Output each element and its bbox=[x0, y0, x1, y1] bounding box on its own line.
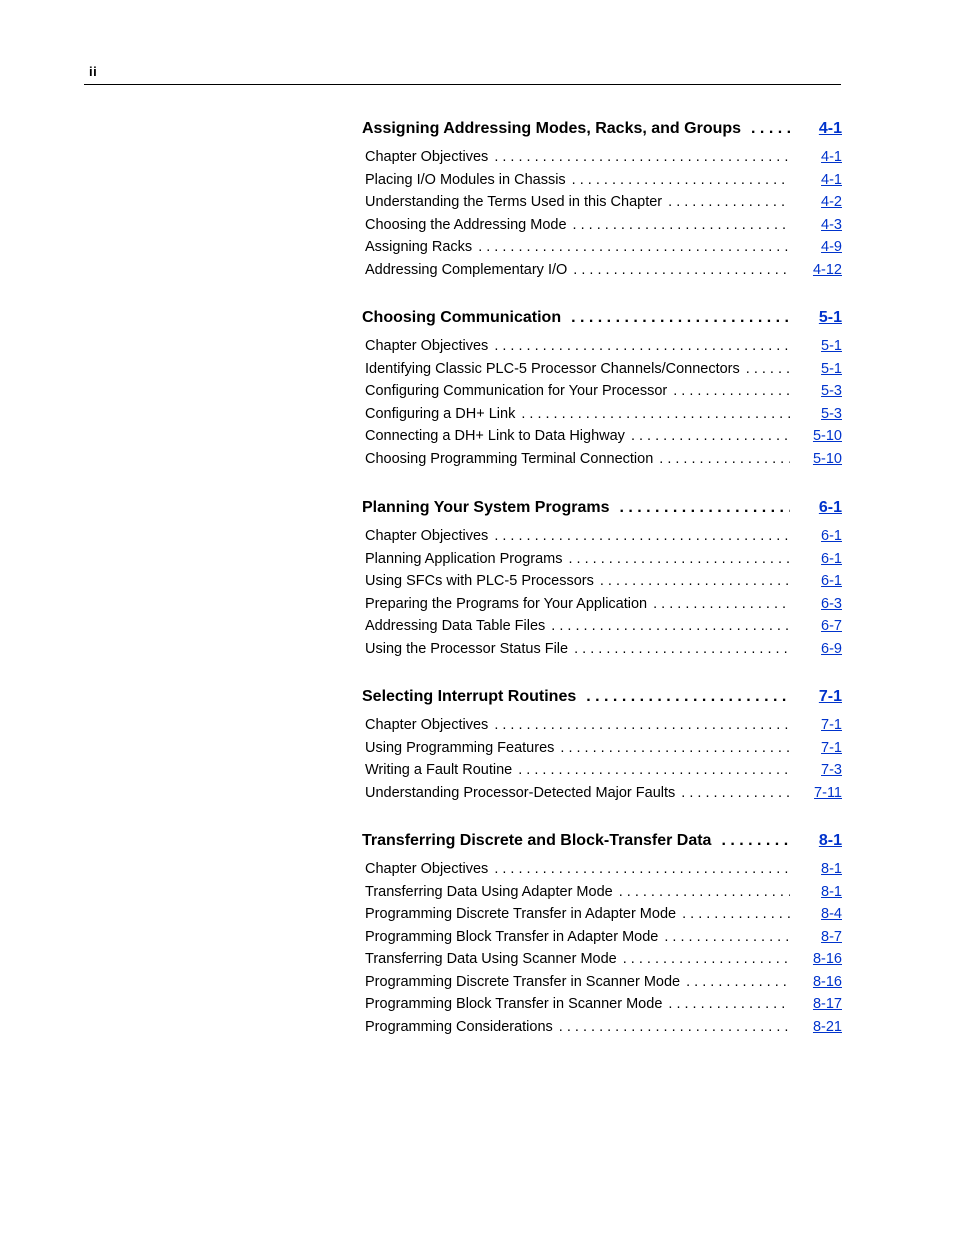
toc-chapter-row[interactable] bbox=[362, 499, 842, 521]
section-title: Understanding the Terms Used in this Chapter bbox=[365, 194, 663, 210]
dot-leader bbox=[740, 361, 790, 377]
dot-leader bbox=[562, 551, 790, 567]
dot-leader bbox=[512, 762, 790, 778]
section-title: Chapter Objectives bbox=[365, 338, 489, 354]
section-page-link[interactable]: 8-17 bbox=[812, 996, 842, 1012]
section-title: Addressing Data Table Files bbox=[365, 618, 546, 634]
toc-section-row[interactable] bbox=[365, 596, 842, 616]
toc-section-row[interactable] bbox=[365, 861, 842, 881]
section-title: Programming Block Transfer in Adapter Mode bbox=[365, 928, 659, 945]
chapter-page-link[interactable]: 4-1 bbox=[818, 120, 842, 137]
section-title: Chapter Objectives bbox=[365, 149, 489, 165]
section-title: Identifying Classic PLC-5 Processor Channels/Connectors bbox=[365, 360, 740, 377]
dot-leader bbox=[561, 309, 790, 327]
section-page-link[interactable]: 4-3 bbox=[821, 216, 842, 233]
toc-section-row[interactable] bbox=[365, 217, 842, 237]
section-page-link[interactable]: 4-9 bbox=[821, 239, 842, 255]
dot-leader bbox=[488, 338, 790, 354]
section-page-link[interactable]: 5-10 bbox=[812, 450, 842, 467]
section-title: Planning Application Programs bbox=[365, 550, 563, 567]
dot-leader bbox=[488, 861, 790, 877]
section-title: Understanding Processor-Detected Major Faults bbox=[365, 784, 676, 801]
toc-section-row[interactable] bbox=[365, 785, 842, 805]
section-title: Writing a Fault Routine bbox=[365, 762, 513, 778]
dot-leader bbox=[568, 641, 790, 657]
dot-leader bbox=[553, 1019, 790, 1035]
chapter-title: Transferring Discrete and Block-Transfer Data bbox=[362, 832, 712, 849]
section-title: Placing I/O Modules in Chassis bbox=[365, 171, 566, 188]
toc-section-row[interactable] bbox=[365, 239, 842, 259]
section-title: Transferring Data Using Adapter Mode bbox=[365, 883, 613, 900]
toc-section-row[interactable] bbox=[365, 717, 842, 737]
toc-section-row[interactable] bbox=[365, 428, 842, 448]
section-title: Connecting a DH+ Link to Data Highway bbox=[365, 428, 625, 444]
section-title: Transferring Data Using Scanner Mode bbox=[365, 951, 617, 967]
chapter-title: Planning Your System Programs bbox=[362, 499, 610, 516]
section-page-link[interactable]: 4-1 bbox=[821, 171, 842, 188]
section-title: Using SFCs with PLC-5 Processors bbox=[365, 573, 594, 589]
section-page-link[interactable]: 8-7 bbox=[821, 928, 842, 945]
toc-section-row[interactable] bbox=[365, 149, 842, 169]
dot-leader bbox=[488, 717, 790, 733]
section-page-link[interactable]: 5-10 bbox=[812, 428, 842, 444]
toc-section-row[interactable] bbox=[365, 383, 842, 403]
section-page-link[interactable]: 5-1 bbox=[821, 338, 842, 354]
header-rule bbox=[84, 84, 841, 85]
section-page-link[interactable]: 6-1 bbox=[821, 550, 842, 567]
section-title: Chapter Objectives bbox=[365, 528, 489, 544]
toc-section-row[interactable] bbox=[365, 262, 842, 282]
toc-chapter-row[interactable] bbox=[362, 120, 842, 142]
toc-section-row[interactable] bbox=[365, 618, 842, 638]
chapter-title: Selecting Interrupt Routines bbox=[362, 688, 577, 705]
section-page-link[interactable]: 5-1 bbox=[821, 360, 842, 377]
toc-section-row[interactable] bbox=[365, 641, 842, 661]
toc-section-row[interactable] bbox=[365, 1019, 842, 1039]
dot-leader bbox=[653, 451, 790, 467]
toc-section-row[interactable] bbox=[365, 361, 842, 381]
toc-section-row[interactable] bbox=[365, 573, 842, 593]
section-page-link[interactable]: 8-1 bbox=[821, 883, 842, 900]
toc-section-row[interactable] bbox=[365, 929, 842, 949]
section-page-link[interactable]: 8-21 bbox=[812, 1018, 842, 1035]
dot-leader bbox=[625, 428, 790, 444]
section-title: Programming Discrete Transfer in Scanner Mode bbox=[365, 973, 681, 990]
section-page-link[interactable]: 7-11 bbox=[814, 784, 842, 801]
section-title: Configuring Communication for Your Processor bbox=[365, 383, 668, 399]
dot-leader bbox=[545, 618, 790, 634]
dot-leader bbox=[576, 688, 790, 706]
dot-leader bbox=[613, 884, 790, 900]
toc-section-row[interactable] bbox=[365, 906, 842, 926]
section-title: Preparing the Programs for Your Application bbox=[365, 595, 648, 612]
section-page-link[interactable]: 8-4 bbox=[821, 906, 842, 922]
dot-leader bbox=[662, 996, 790, 1012]
section-page-link[interactable]: 6-1 bbox=[821, 528, 842, 544]
toc-section-row[interactable] bbox=[365, 740, 842, 760]
dot-leader bbox=[488, 528, 790, 544]
section-title: Programming Discrete Transfer in Adapter Mode bbox=[365, 906, 677, 922]
section-title: Chapter Objectives bbox=[365, 717, 489, 733]
dot-leader bbox=[609, 499, 790, 517]
dot-leader bbox=[567, 262, 790, 278]
dot-leader bbox=[647, 596, 790, 612]
dot-leader bbox=[741, 120, 790, 138]
section-title: Programming Considerations bbox=[365, 1018, 553, 1035]
section-page-link[interactable]: 4-2 bbox=[821, 194, 842, 210]
section-title: Addressing Complementary I/O bbox=[365, 261, 568, 278]
toc-section-row[interactable] bbox=[365, 951, 842, 971]
section-title: Programming Block Transfer in Scanner Mode bbox=[365, 996, 663, 1012]
section-page-link[interactable]: 8-16 bbox=[812, 951, 842, 967]
toc-section-row[interactable] bbox=[365, 528, 842, 548]
dot-leader bbox=[566, 172, 790, 188]
dot-leader bbox=[711, 832, 790, 850]
section-title: Choosing Programming Terminal Connection bbox=[365, 450, 654, 467]
section-title: Choosing the Addressing Mode bbox=[365, 216, 567, 233]
section-page-link[interactable]: 7-1 bbox=[821, 739, 842, 756]
toc-chapter-row[interactable] bbox=[362, 309, 842, 331]
toc-section-row[interactable] bbox=[365, 996, 842, 1016]
chapter-page-link[interactable]: 7-1 bbox=[818, 688, 842, 705]
dot-leader bbox=[472, 239, 790, 255]
section-page-link[interactable]: 6-7 bbox=[821, 618, 842, 634]
section-title: Chapter Objectives bbox=[365, 861, 489, 877]
dot-leader bbox=[567, 217, 790, 233]
dot-leader bbox=[667, 383, 790, 399]
toc-section-row[interactable] bbox=[365, 551, 842, 571]
toc-section-row[interactable] bbox=[365, 406, 842, 426]
dot-leader bbox=[554, 740, 790, 756]
chapter-title: Assigning Addressing Modes, Racks, and Groups bbox=[362, 120, 742, 137]
toc-chapter-row[interactable] bbox=[362, 688, 842, 710]
chapter-page-link[interactable]: 5-1 bbox=[818, 309, 842, 326]
dot-leader bbox=[617, 951, 790, 967]
toc-section-row[interactable] bbox=[365, 451, 842, 471]
chapter-title: Choosing Communication bbox=[362, 309, 562, 326]
section-page-link[interactable]: 6-1 bbox=[821, 573, 842, 589]
dot-leader bbox=[488, 149, 790, 165]
toc-section-row[interactable] bbox=[365, 762, 842, 782]
section-page-link[interactable]: 4-12 bbox=[812, 261, 842, 278]
dot-leader bbox=[680, 974, 790, 990]
page-number: ii bbox=[89, 64, 98, 79]
section-page-link[interactable]: 5-3 bbox=[821, 383, 842, 399]
dot-leader bbox=[675, 785, 790, 801]
chapter-page-link[interactable]: 6-1 bbox=[818, 499, 842, 516]
section-page-link[interactable]: 7-3 bbox=[821, 762, 842, 778]
section-title: Using the Processor Status File bbox=[365, 640, 569, 657]
dot-leader bbox=[676, 906, 790, 922]
dot-leader bbox=[594, 573, 790, 589]
dot-leader bbox=[662, 194, 790, 210]
section-page-link[interactable]: 6-9 bbox=[821, 640, 842, 657]
toc-chapter-row[interactable] bbox=[362, 832, 842, 854]
section-page-link[interactable]: 4-1 bbox=[821, 149, 842, 165]
dot-leader bbox=[658, 929, 790, 945]
toc-section-row[interactable] bbox=[365, 338, 842, 358]
toc-section-row[interactable] bbox=[365, 974, 842, 994]
section-page-link[interactable]: 8-16 bbox=[812, 973, 842, 990]
section-title: Configuring a DH+ Link bbox=[365, 405, 516, 422]
section-title: Assigning Racks bbox=[365, 239, 473, 255]
toc-section-row[interactable] bbox=[365, 194, 842, 214]
chapter-page-link[interactable]: 8-1 bbox=[818, 832, 842, 849]
dot-leader bbox=[515, 406, 790, 422]
section-page-link[interactable]: 7-1 bbox=[821, 717, 842, 733]
toc-section-row[interactable] bbox=[365, 884, 842, 904]
section-page-link[interactable]: 6-3 bbox=[821, 595, 842, 612]
section-page-link[interactable]: 5-3 bbox=[821, 405, 842, 422]
toc-section-row[interactable] bbox=[365, 172, 842, 192]
section-page-link[interactable]: 8-1 bbox=[821, 861, 842, 877]
section-title: Using Programming Features bbox=[365, 739, 555, 756]
